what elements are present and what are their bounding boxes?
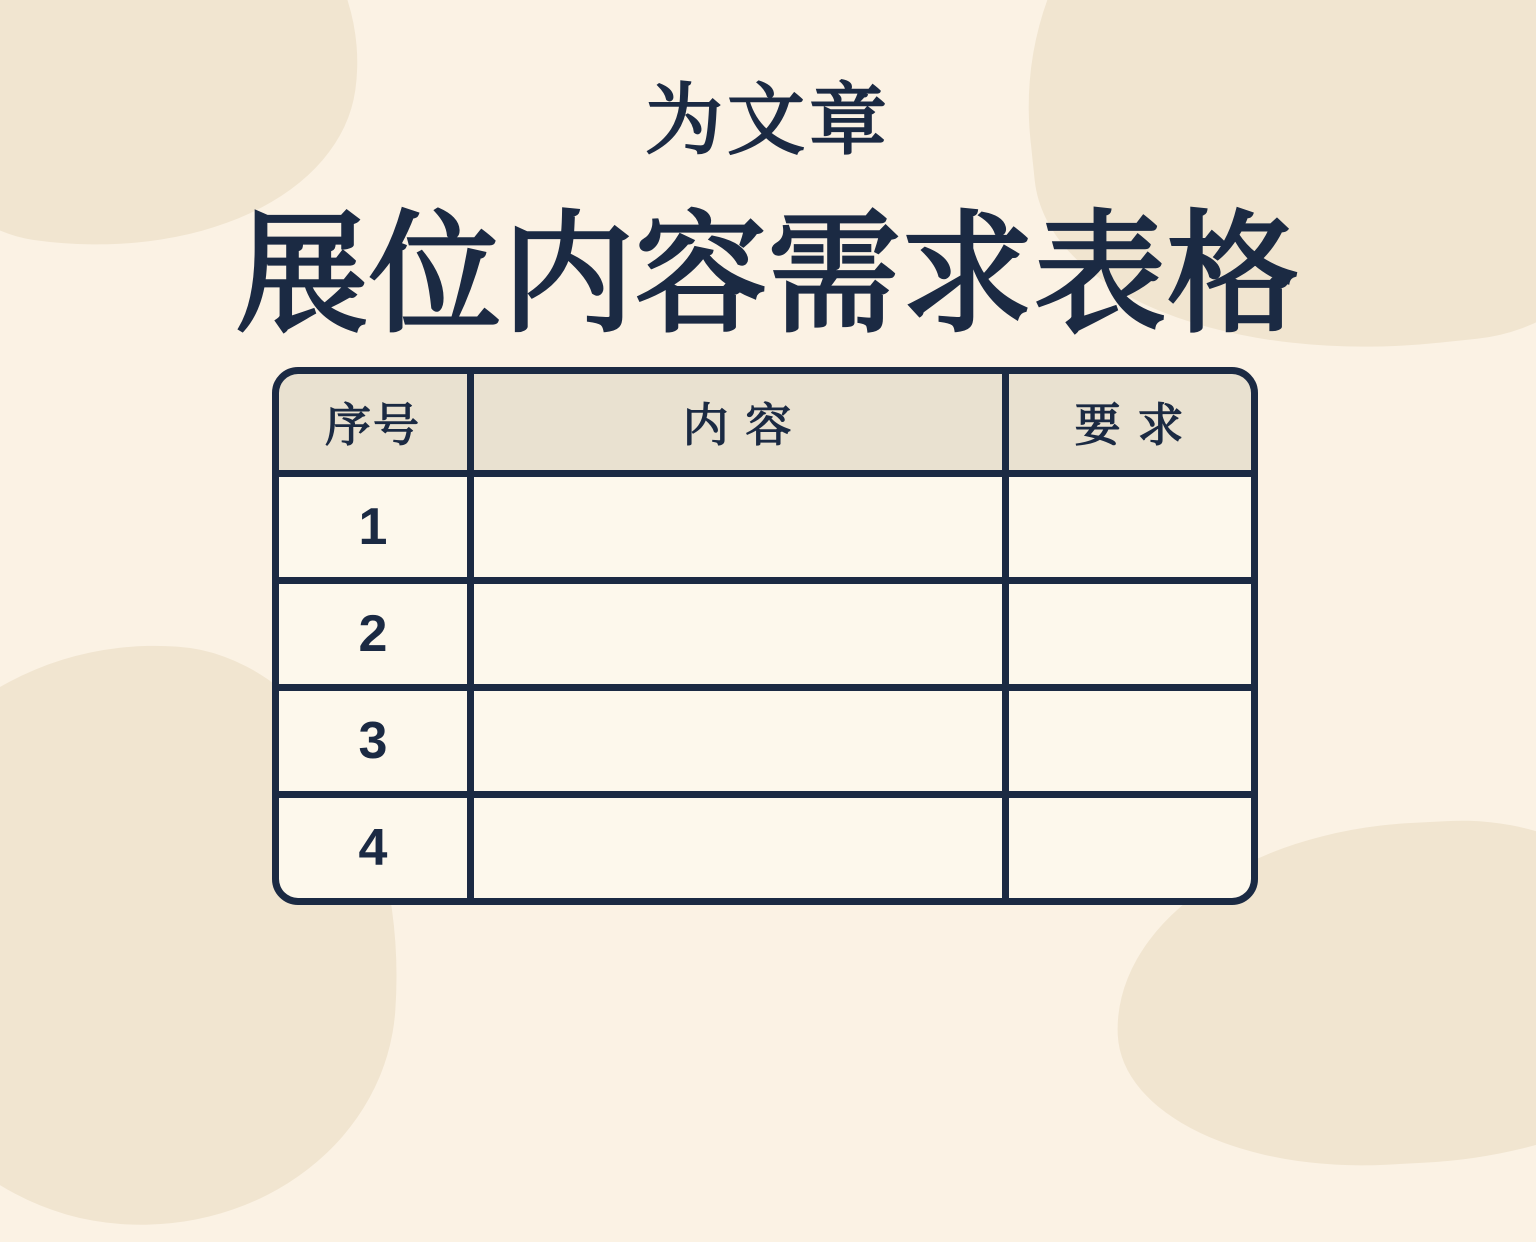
row-3-requirement-cell bbox=[1009, 691, 1251, 791]
table-header-serial: 序号 bbox=[279, 374, 467, 470]
row-2-requirement-cell bbox=[1009, 584, 1251, 684]
row-2-serial: 2 bbox=[279, 584, 467, 684]
page-title: 展位内容需求表格 bbox=[236, 201, 1300, 348]
table-header-requirement: 要 求 bbox=[1009, 374, 1251, 470]
row-4-serial: 4 bbox=[279, 798, 467, 898]
row-1-requirement-cell bbox=[1009, 477, 1251, 577]
table-header-content: 内 容 bbox=[474, 374, 1002, 470]
row-4-requirement-cell bbox=[1009, 798, 1251, 898]
row-2-content-cell bbox=[474, 584, 1002, 684]
row-3-content-cell bbox=[474, 691, 1002, 791]
requirements-table bbox=[272, 367, 1258, 905]
row-3-serial: 3 bbox=[279, 691, 467, 791]
row-4-content-cell bbox=[474, 798, 1002, 898]
page-subtitle: 为文章 bbox=[644, 76, 891, 164]
row-1-content-cell bbox=[474, 477, 1002, 577]
row-1-serial: 1 bbox=[279, 477, 467, 577]
